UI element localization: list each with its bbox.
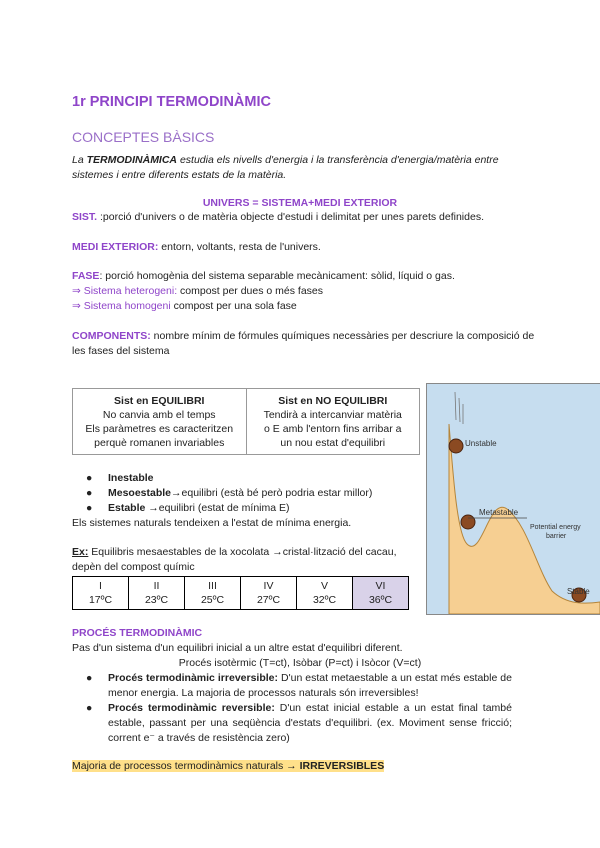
temperature-table <box>72 576 409 610</box>
proces-list <box>86 671 512 746</box>
fase-item-name: Sistema homogeni <box>83 300 171 312</box>
equilibri-header: Sist en EQUILIBRI <box>114 395 205 407</box>
temp-value: 25ºC <box>200 594 225 606</box>
proces-text: Pas d'un sistema d'un equilibri inicial a un altre estat d'equilibri diferent. <box>72 642 403 654</box>
proces-heading: PROCÉS TERMODINÀMIC <box>72 627 203 639</box>
proces-item-text: D'un estat metaestable a un estat més estable de menor energia. La majoria de processos naturals són irreversibles! <box>108 672 512 699</box>
metastable-ball <box>461 515 475 529</box>
arrow-icon: ⇒ <box>72 300 84 312</box>
intro-paragraph <box>72 153 542 183</box>
temp-cell <box>241 577 297 610</box>
intro-text: estudia els nivells d'energia i la transferència d'energia/matèria entre sistemes i entre diferents estats de la matèria. <box>72 154 499 181</box>
intro-term: TERMODINÀMICA <box>86 154 178 166</box>
medi-definition <box>72 240 542 255</box>
equilibri-line: perquè romanen invariables <box>94 437 225 449</box>
example-paragraph <box>72 545 422 575</box>
temp-value: 36ºC <box>368 594 393 606</box>
bullet-icon: ● <box>86 472 93 484</box>
barrier-label: Potential energy <box>530 524 581 531</box>
bullet-icon: ● <box>86 502 93 514</box>
no-equilibri-line: Tendirà a intercanviar matèria <box>263 409 402 421</box>
temp-cell-highlighted <box>353 577 409 610</box>
univers-heading: UNIVERS = SISTEMA+MEDI EXTERIOR <box>202 197 398 209</box>
temp-value: 17ºC <box>88 594 113 606</box>
medi-label: MEDI EXTERIOR: <box>72 241 159 253</box>
sist-text: :porció d'univers o de matèria objecte d'estudi i delimitat per unes parets definides. <box>97 211 484 223</box>
energy-diagram-svg <box>427 384 600 614</box>
equilibri-table <box>72 388 420 455</box>
temp-roman: I <box>99 580 102 592</box>
unstable-label: Unstable <box>465 439 497 448</box>
equilibri-line: No canvia amb el temps <box>102 409 216 421</box>
proces-types: Procés isotèrmic (T=ct), Isòbar (P=ct) i Isòcor (V=ct) <box>178 657 422 669</box>
fase-item-text: compost per dues o més fases <box>177 285 324 297</box>
unstable-ball <box>449 439 463 453</box>
no-equilibri-header: Sist en NO EQUILIBRI <box>278 395 388 407</box>
state-name: Inestable <box>108 472 154 484</box>
example-text: Equilibris mesaestables de la xocolata →cristal·lització del cacau, depèn del compost químic <box>72 546 397 573</box>
state-name: Estable <box>108 502 146 514</box>
state-text: →equilibri (està bé però podria estar millor) <box>171 487 373 499</box>
temp-roman: VI <box>375 580 386 592</box>
medi-text: entorn, voltants, resta de l'univers. <box>158 241 321 253</box>
temp-roman: III <box>208 580 217 592</box>
arrow-icon: ⇒ <box>72 285 84 297</box>
bullet-icon: ● <box>86 672 93 684</box>
sist-label: SIST. <box>72 211 98 223</box>
stable-label: Stable <box>567 587 590 596</box>
bullet-icon: ● <box>86 487 93 499</box>
fase-item <box>72 299 542 314</box>
components-label: COMPONENTS: <box>72 330 151 342</box>
state-text: →equilibri (estat de mínima E) <box>145 502 290 514</box>
fall-mark <box>459 398 460 422</box>
temp-cell <box>73 577 129 610</box>
fase-label: FASE <box>72 270 100 282</box>
metastable-label: Metastable <box>479 508 519 517</box>
energy-diagram <box>426 383 600 615</box>
fall-mark <box>455 392 456 420</box>
conclusion-strong: IRREVERSIBLES <box>299 760 385 772</box>
bullet-icon: ● <box>86 702 93 714</box>
conclusion <box>72 759 384 773</box>
proces-item-name: Procés termodinàmic reversible: <box>108 702 275 714</box>
no-equilibri-cell <box>246 389 420 455</box>
equilibri-cell <box>73 389 247 455</box>
temp-value: 23ºC <box>144 594 169 606</box>
fase-text: : porció homogènia del sistema separable mecànicament: sòlid, líquid o gas. <box>99 270 455 282</box>
equilibri-line: Els paràmetres es caracteritzen <box>85 423 234 435</box>
page-title: 1r PRINCIPI TERMODINÀMIC <box>72 94 271 110</box>
conclusion-text: Majoria de processos termodinàmics naturals → <box>72 760 300 772</box>
list-item <box>86 671 512 701</box>
proces-item-name: Procés termodinàmic irreversible: <box>108 672 279 684</box>
components-text: nombre mínim de fórmules químiques necessàries per descriure la composició de les fases del sistema <box>72 330 535 357</box>
fase-item <box>72 284 542 299</box>
state-name: Mesoestable <box>108 487 172 499</box>
intro-prefix: La <box>72 154 87 166</box>
list-item <box>86 701 512 746</box>
temp-value: 27ºC <box>256 594 281 606</box>
section-subtitle: CONCEPTES BÀSICS <box>72 129 215 145</box>
temp-cell <box>129 577 185 610</box>
temp-roman: II <box>153 580 160 592</box>
no-equilibri-line: un nou estat d'equilibri <box>280 437 386 449</box>
no-equilibri-line: o E amb l'entorn fins arribar a <box>264 423 402 435</box>
barrier-label: barrier <box>546 533 567 540</box>
temp-value: 32ºC <box>312 594 337 606</box>
fase-item-name: Sistema heterogeni: <box>83 285 178 297</box>
fase-definition <box>72 269 542 314</box>
sist-definition <box>72 210 542 225</box>
proces-item-text: D'un estat inicial estable a un estat final també estable, passant per una seqüència d'estats d'equilibri. (ex. Moviment sense fricció; corrent e⁻ a través de resistència zero) <box>108 702 512 744</box>
temp-cell <box>185 577 241 610</box>
fase-item-text: compost per una sola fase <box>170 300 297 312</box>
example-label: Ex: <box>72 546 89 558</box>
temp-cell <box>297 577 353 610</box>
states-note: Els sistemes naturals tendeixen a l'estat de mínima energia. <box>72 517 352 529</box>
temp-roman: IV <box>263 580 274 592</box>
components-definition <box>72 329 542 359</box>
temp-roman: V <box>320 580 328 592</box>
